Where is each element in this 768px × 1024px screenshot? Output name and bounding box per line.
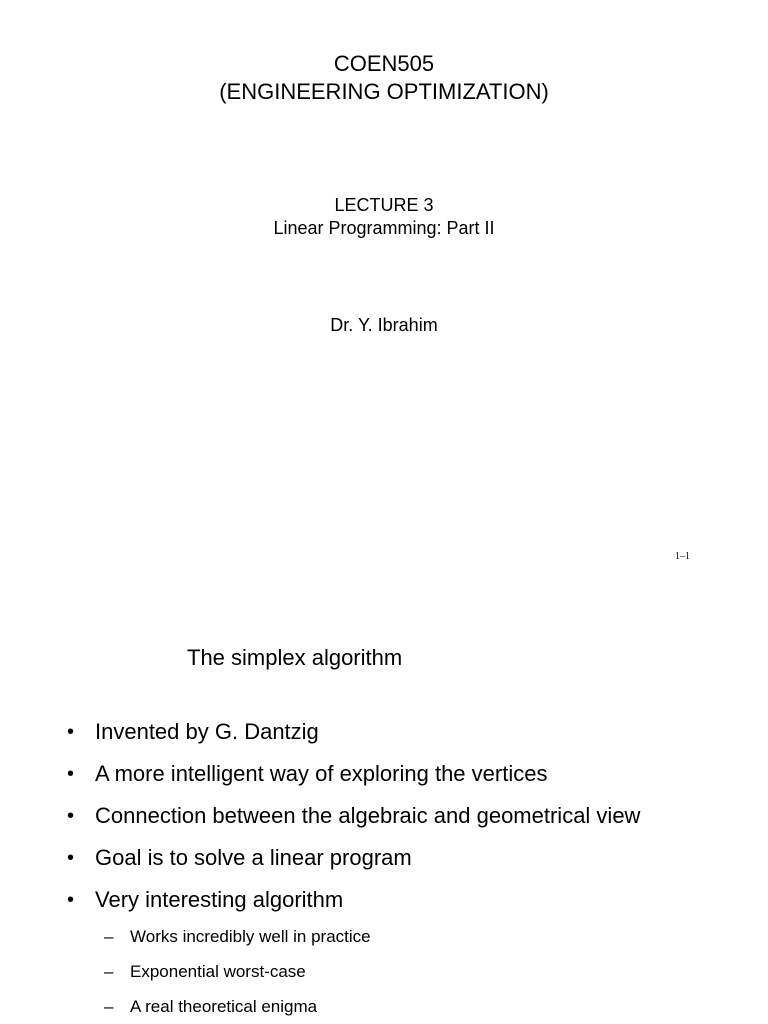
lecture-topic: Linear Programming: Part II [273, 218, 495, 238]
bullet-item [0, 802, 768, 844]
instructor-name: Dr. Y. Ibrahim [330, 315, 438, 335]
bullet-text: Goal is to solve a linear program [95, 845, 412, 870]
course-code: COEN505 [333, 51, 435, 76]
dash-marker-icon: – [104, 962, 114, 981]
bullet-text: Very interesting algorithm [95, 887, 344, 912]
bullet-list [0, 718, 768, 928]
sub-bullet-list [0, 926, 768, 1024]
sub-bullet-text: A real theoretical enigma [130, 997, 318, 1016]
bullet-marker-icon: • [67, 763, 75, 785]
course-name: (ENGINEERING OPTIMIZATION) [219, 79, 549, 104]
bullet-marker-icon: • [67, 805, 75, 827]
sub-bullet-text: Exponential worst-case [130, 962, 306, 981]
lecture-number: LECTURE 3 [334, 195, 434, 215]
dash-marker-icon: – [104, 927, 114, 946]
bullet-item [0, 760, 768, 802]
bullet-text: Connection between the algebraic and geometrical view [95, 803, 641, 828]
sub-bullet-text: Works incredibly well in practice [130, 927, 371, 946]
bullet-marker-icon: • [67, 721, 75, 743]
slide-title: The simplex algorithm [187, 645, 403, 670]
bullet-item [0, 886, 768, 928]
bullet-text: A more intelligent way of exploring the vertices [95, 761, 548, 786]
sub-bullet-item [0, 926, 768, 961]
bullet-marker-icon: • [67, 889, 75, 911]
page-number: 1–1 [675, 551, 690, 562]
bullet-item [0, 718, 768, 760]
sub-bullet-item [0, 961, 768, 996]
dash-marker-icon: – [104, 997, 114, 1016]
bullet-text: Invented by G. Dantzig [95, 719, 319, 744]
sub-bullet-item [0, 996, 768, 1024]
content-slide [0, 582, 768, 1024]
bullet-marker-icon: • [67, 847, 75, 869]
bullet-item [0, 844, 768, 886]
